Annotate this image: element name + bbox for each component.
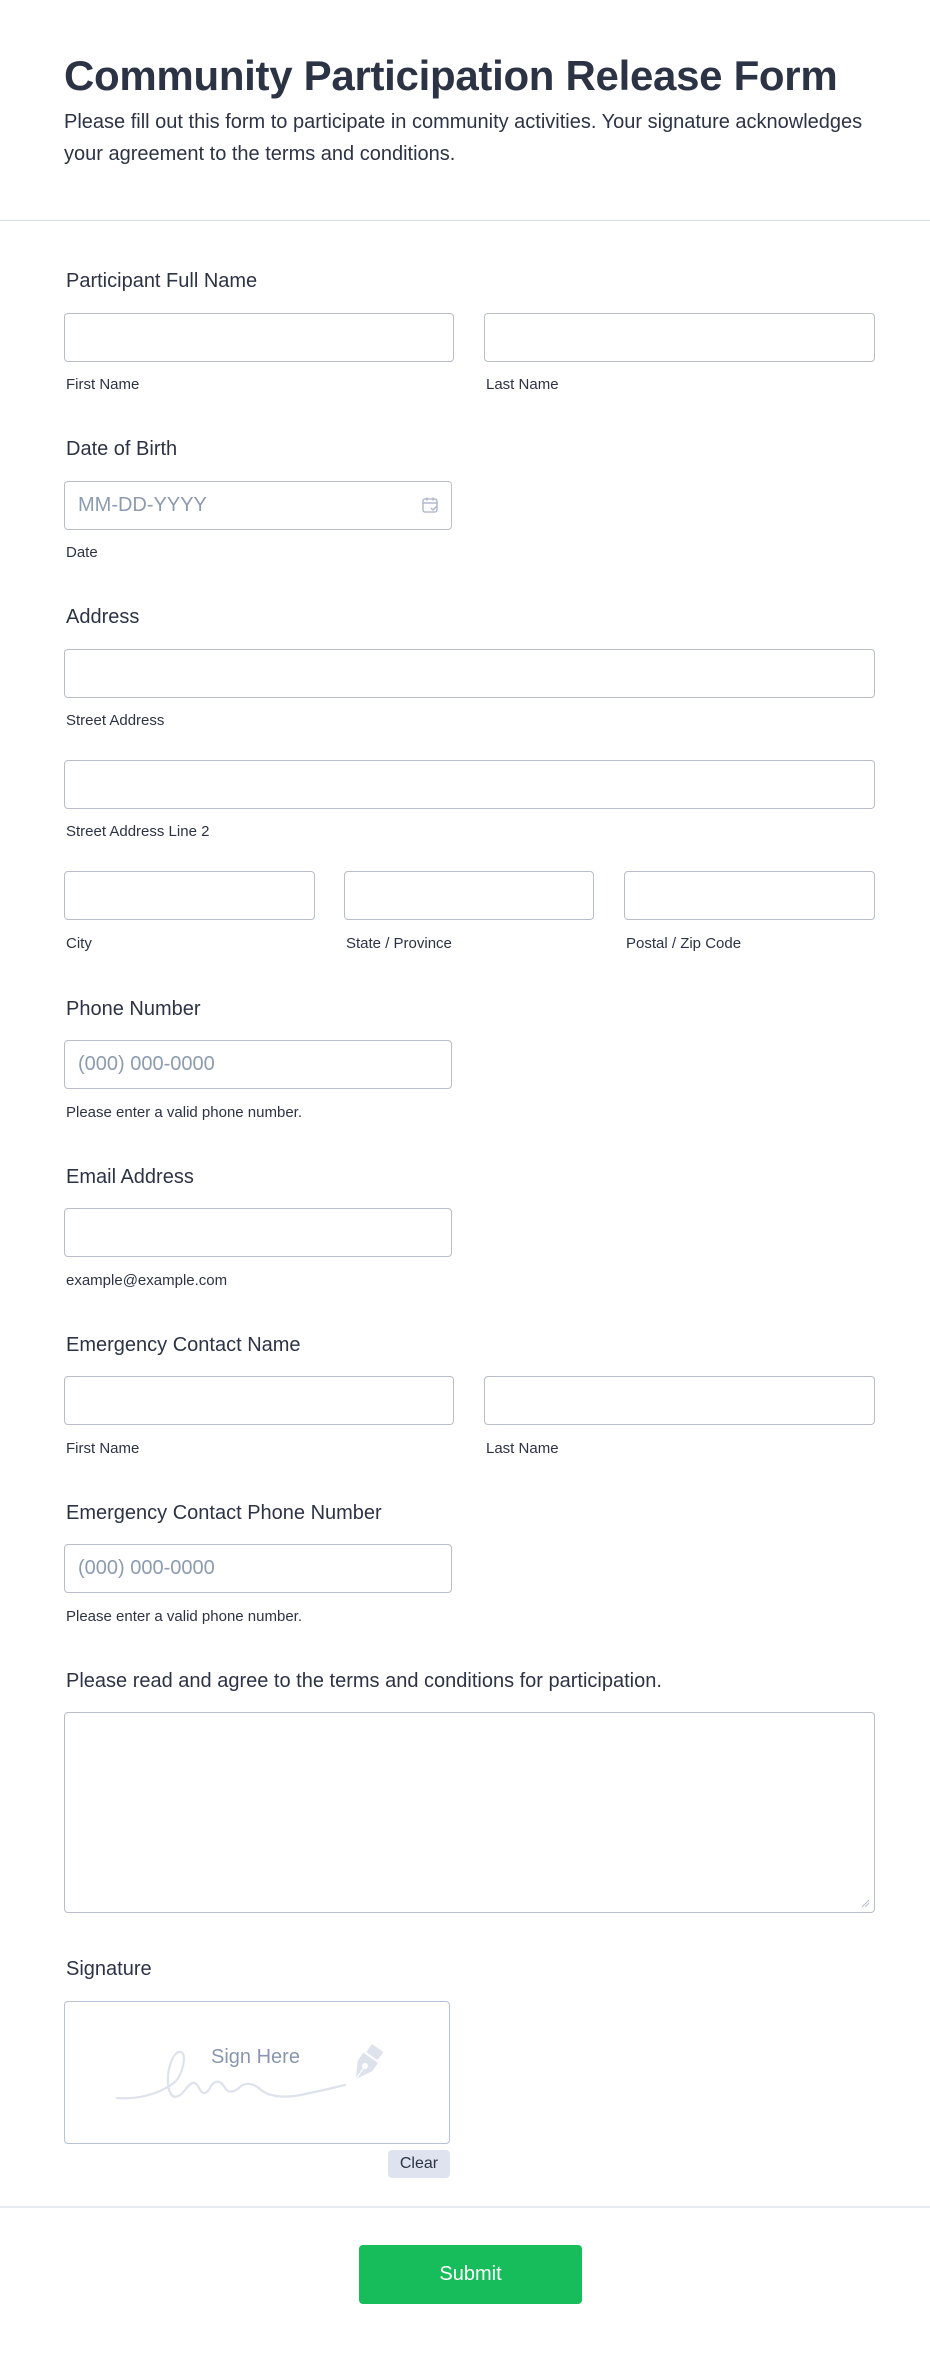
- signature-label: Signature: [66, 1958, 152, 1980]
- clear-signature-button[interactable]: Clear: [388, 2150, 450, 2178]
- date-sublabel: Date: [66, 544, 98, 561]
- emergency-name-label: Emergency Contact Name: [66, 1334, 301, 1356]
- street-address-sublabel: Street Address: [66, 712, 165, 729]
- street-address-input[interactable]: [64, 649, 875, 698]
- calendar-icon[interactable]: [421, 496, 439, 514]
- terms-textarea[interactable]: [64, 1712, 875, 1913]
- street-address-line2-sublabel: Street Address Line 2: [66, 823, 210, 840]
- signature-scribble-icon: [65, 2002, 451, 2145]
- submit-button[interactable]: Submit: [359, 2245, 582, 2304]
- participant-last-name-sublabel: Last Name: [486, 376, 559, 393]
- emergency-phone-label: Emergency Contact Phone Number: [66, 1502, 382, 1524]
- street-address-line2-input[interactable]: [64, 760, 875, 809]
- participant-name-label: Participant Full Name: [66, 270, 258, 292]
- emergency-last-name-sublabel: Last Name: [486, 1440, 559, 1457]
- postal-code-sublabel: Postal / Zip Code: [626, 935, 742, 952]
- email-input[interactable]: [64, 1208, 452, 1257]
- signature-pad[interactable]: [64, 2001, 450, 2144]
- email-label: Email Address: [66, 1166, 194, 1188]
- sign-here-placeholder: Sign Here: [211, 2046, 300, 2068]
- page-subtitle: Please fill out this form to participate in community activities. Your signature acknowledges your agreement to the terms and conditions.: [64, 111, 863, 165]
- resize-grip-icon[interactable]: [860, 1898, 870, 1908]
- postal-code-input[interactable]: [624, 871, 875, 920]
- address-label: Address: [66, 606, 140, 628]
- phone-input[interactable]: [64, 1040, 452, 1089]
- emergency-phone-sublabel: Please enter a valid phone number.: [66, 1608, 302, 1625]
- emergency-phone-placeholder: (000) 000-0000: [78, 1557, 215, 1579]
- date-placeholder: MM-DD-YYYY: [78, 494, 207, 516]
- date-of-birth-label: Date of Birth: [66, 438, 178, 460]
- emergency-last-name-input[interactable]: [484, 1376, 875, 1425]
- footer-divider: [0, 2206, 930, 2208]
- state-input[interactable]: [344, 871, 594, 920]
- phone-sublabel: Please enter a valid phone number.: [66, 1104, 302, 1121]
- email-sublabel: example@example.com: [66, 1272, 228, 1289]
- date-of-birth-input[interactable]: [64, 481, 452, 530]
- form-header: [0, 0, 930, 221]
- participant-first-name-sublabel: First Name: [66, 376, 140, 393]
- terms-label: Please read and agree to the terms and conditions for participation.: [66, 1670, 662, 1692]
- phone-placeholder: (000) 000-0000: [78, 1053, 215, 1075]
- pen-nib-icon: [347, 2044, 383, 2088]
- emergency-phone-input[interactable]: [64, 1544, 452, 1593]
- participant-first-name-input[interactable]: [64, 313, 454, 362]
- city-input[interactable]: [64, 871, 315, 920]
- phone-label: Phone Number: [66, 998, 201, 1020]
- state-sublabel: State / Province: [346, 935, 452, 952]
- participant-last-name-input[interactable]: [484, 313, 875, 362]
- emergency-first-name-input[interactable]: [64, 1376, 454, 1425]
- city-sublabel: City: [66, 935, 92, 952]
- page-title: Community Participation Release Form: [64, 52, 838, 99]
- emergency-first-name-sublabel: First Name: [66, 1440, 140, 1457]
